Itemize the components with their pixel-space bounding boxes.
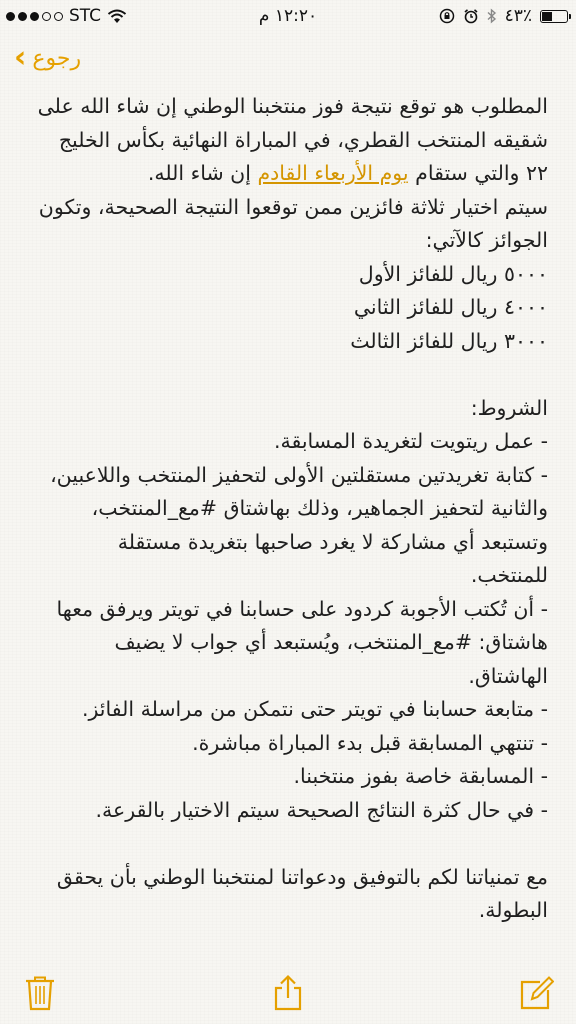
condition-item: - أن تُكتب الأجوبة كردود على حسابنا في تويتر ويرفق معها هاشتاق: #مع_المنتخب، ويُستبعد أي جواب لا يضيف الهاشتاق. [56, 596, 548, 688]
rotation-lock-icon [439, 8, 455, 24]
chevron-left-icon: ‹ [14, 40, 27, 75]
intro-paragraph [36, 90, 548, 191]
condition-item: - المسابقة خاصة بفوز منتخبنا. [293, 764, 548, 788]
battery-percentage: ٤٣٪ [504, 6, 532, 26]
intro-end: إن شاء الله. [147, 161, 258, 185]
condition-item: - تنتهي المسابقة قبل بدء المباراة مباشرة. [192, 730, 548, 755]
status-right [439, 6, 568, 26]
prizes-intro: سيتم اختيار ثلاثة فائزين ممن توقعوا النتيجة الصحيحة، وتكون الجوائز كالآتي: [38, 194, 548, 252]
date-link[interactable]: يوم الأربعاء القادم [257, 161, 409, 185]
compose-button[interactable] [518, 974, 554, 1012]
delete-button[interactable] [22, 974, 58, 1012]
battery-icon [540, 10, 568, 23]
prize-item: ٥٠٠٠ ريال للفائز الأول [358, 261, 548, 286]
bluetooth-icon [487, 8, 497, 24]
bottom-toolbar [0, 962, 576, 1024]
closing-paragraph: مع تمنياتنا لكم بالتوفيق ودعواتنا لمنتخبنا الوطني بأن يحقق البطولة. [56, 864, 548, 922]
note-body[interactable] [36, 90, 548, 928]
clock: ١٢:٢٠ م [258, 6, 318, 26]
condition-item: - كتابة تغريدتين مستقلتين الأولى لتحفيز المنتخب واللاعبين، والثانية لتحفيز الجماهير، وذلك بهاشتاق #مع_المنتخب، وتستبعد أي مشاركة لا يغرد صاحبها بتغريدة مستقلة للمنتخب. [50, 462, 548, 587]
condition-item: - عمل ريتويت لتغريدة المسابقة. [273, 429, 548, 453]
spacer [36, 827, 548, 861]
conditions-title: الشروط: [470, 395, 548, 420]
spacer [36, 358, 548, 392]
share-icon [270, 974, 306, 1012]
status-bar [0, 0, 576, 32]
trash-icon [22, 974, 58, 1012]
prize-item: ٣٠٠٠ ريال للفائز الثالث [350, 328, 548, 353]
intro-text: المطلوب هو توقع نتيجة فوز منتخبنا الوطني إن شاء الله على شقيقه المنتخب القطري، في المباراة النهائية بكأس الخليج ٢٢ والتي ستقام [37, 94, 548, 185]
back-label: رجوع [32, 45, 82, 71]
condition-item: - في حال كثرة النتائج الصحيحة سيتم الاختيار بالقرعة. [95, 797, 548, 822]
prize-item: ٤٠٠٠ ريال للفائز الثاني [353, 295, 548, 319]
battery-level [542, 12, 552, 21]
back-button[interactable] [14, 38, 81, 78]
compose-icon [518, 974, 554, 1012]
share-button[interactable] [270, 974, 306, 1012]
carrier-name: STC [69, 6, 102, 26]
condition-item: - متابعة حسابنا في تويتر حتى نتمكن من مراسلة الفائز. [81, 697, 548, 721]
alarm-icon [463, 8, 479, 24]
